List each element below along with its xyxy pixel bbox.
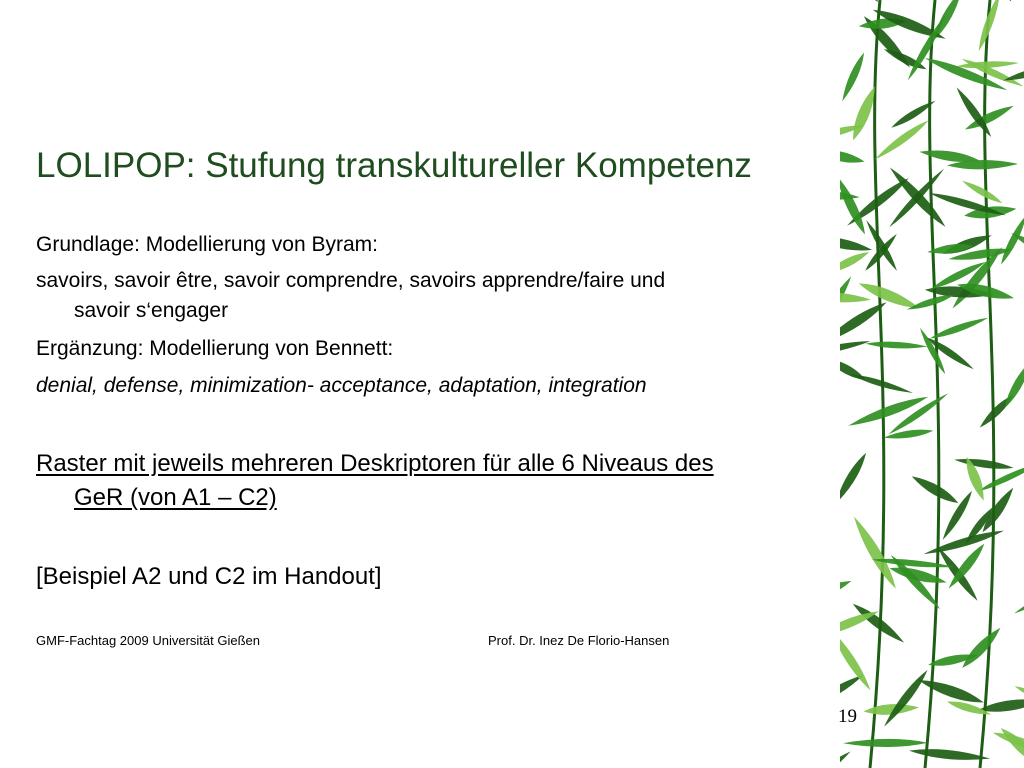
- bamboo-leaf: [929, 315, 990, 342]
- footer-right: Prof. Dr. Inez De Florio-Hansen: [488, 633, 670, 648]
- bamboo-leaf: [1009, 229, 1024, 278]
- bamboo-leaf: [840, 231, 873, 254]
- bamboo-leaf: [881, 667, 931, 729]
- bamboo-leaf: [840, 338, 871, 362]
- slide-title: LOLIPOP: Stufung transkultureller Kompetenz: [36, 146, 752, 185]
- bamboo-leaf: [1013, 570, 1024, 617]
- bamboo-leaf: [849, 514, 900, 592]
- body-line-savoirs-cont: savoir s‘engager: [74, 299, 229, 322]
- body-line-byram: Grundlage: Modellierung von Byram:: [36, 233, 379, 256]
- bamboo-leaf: [840, 248, 871, 277]
- bamboo-leaf: [865, 340, 927, 349]
- bamboo-leaf: [843, 739, 928, 748]
- bamboo-leaf: [840, 749, 853, 768]
- bamboo-leaf: [840, 576, 853, 610]
- body-line-bennett: Ergänzung: Modellierung von Bennett:: [36, 337, 394, 360]
- bamboo-leaf: [954, 456, 1014, 472]
- bamboo-leaf: [840, 174, 869, 236]
- bamboo-leaf: [959, 624, 1005, 671]
- bamboo-leaf: [840, 354, 868, 384]
- bamboo-leaf: [883, 427, 934, 441]
- bamboo-leaf: [909, 746, 991, 763]
- body-line-example: [Beispiel A2 und C2 im Handout]: [36, 563, 382, 590]
- bamboo-leaf: [840, 0, 883, 6]
- bamboo-leaf: [953, 85, 994, 139]
- footer-left: GMF-Fachtag 2009 Universität Gießen: [36, 633, 260, 648]
- bamboo-leaves-decoration: [840, 0, 1024, 768]
- bamboo-leaf: [840, 51, 868, 103]
- page-number: 19: [838, 706, 857, 727]
- bamboo-leaf: [909, 472, 961, 507]
- body-line-raster: Raster mit jeweils mehreren Deskriptoren für alle 6 Niveaus des: [36, 450, 714, 477]
- body-line-raster-cont: GeR (von A1 – C2): [74, 484, 277, 511]
- bamboo-leaf: [840, 451, 870, 507]
- bamboo-stalk: [925, 0, 939, 768]
- bamboo-leaf: [979, 485, 1018, 535]
- bamboo-leaf: [840, 146, 866, 166]
- body-line-savoirs: savoirs, savoir être, savoir comprendre, savoirs apprendre/faire und: [36, 269, 666, 292]
- body-line-bennett-stages: denial, defense, minimization- acceptance, adaptation, integration: [36, 374, 647, 397]
